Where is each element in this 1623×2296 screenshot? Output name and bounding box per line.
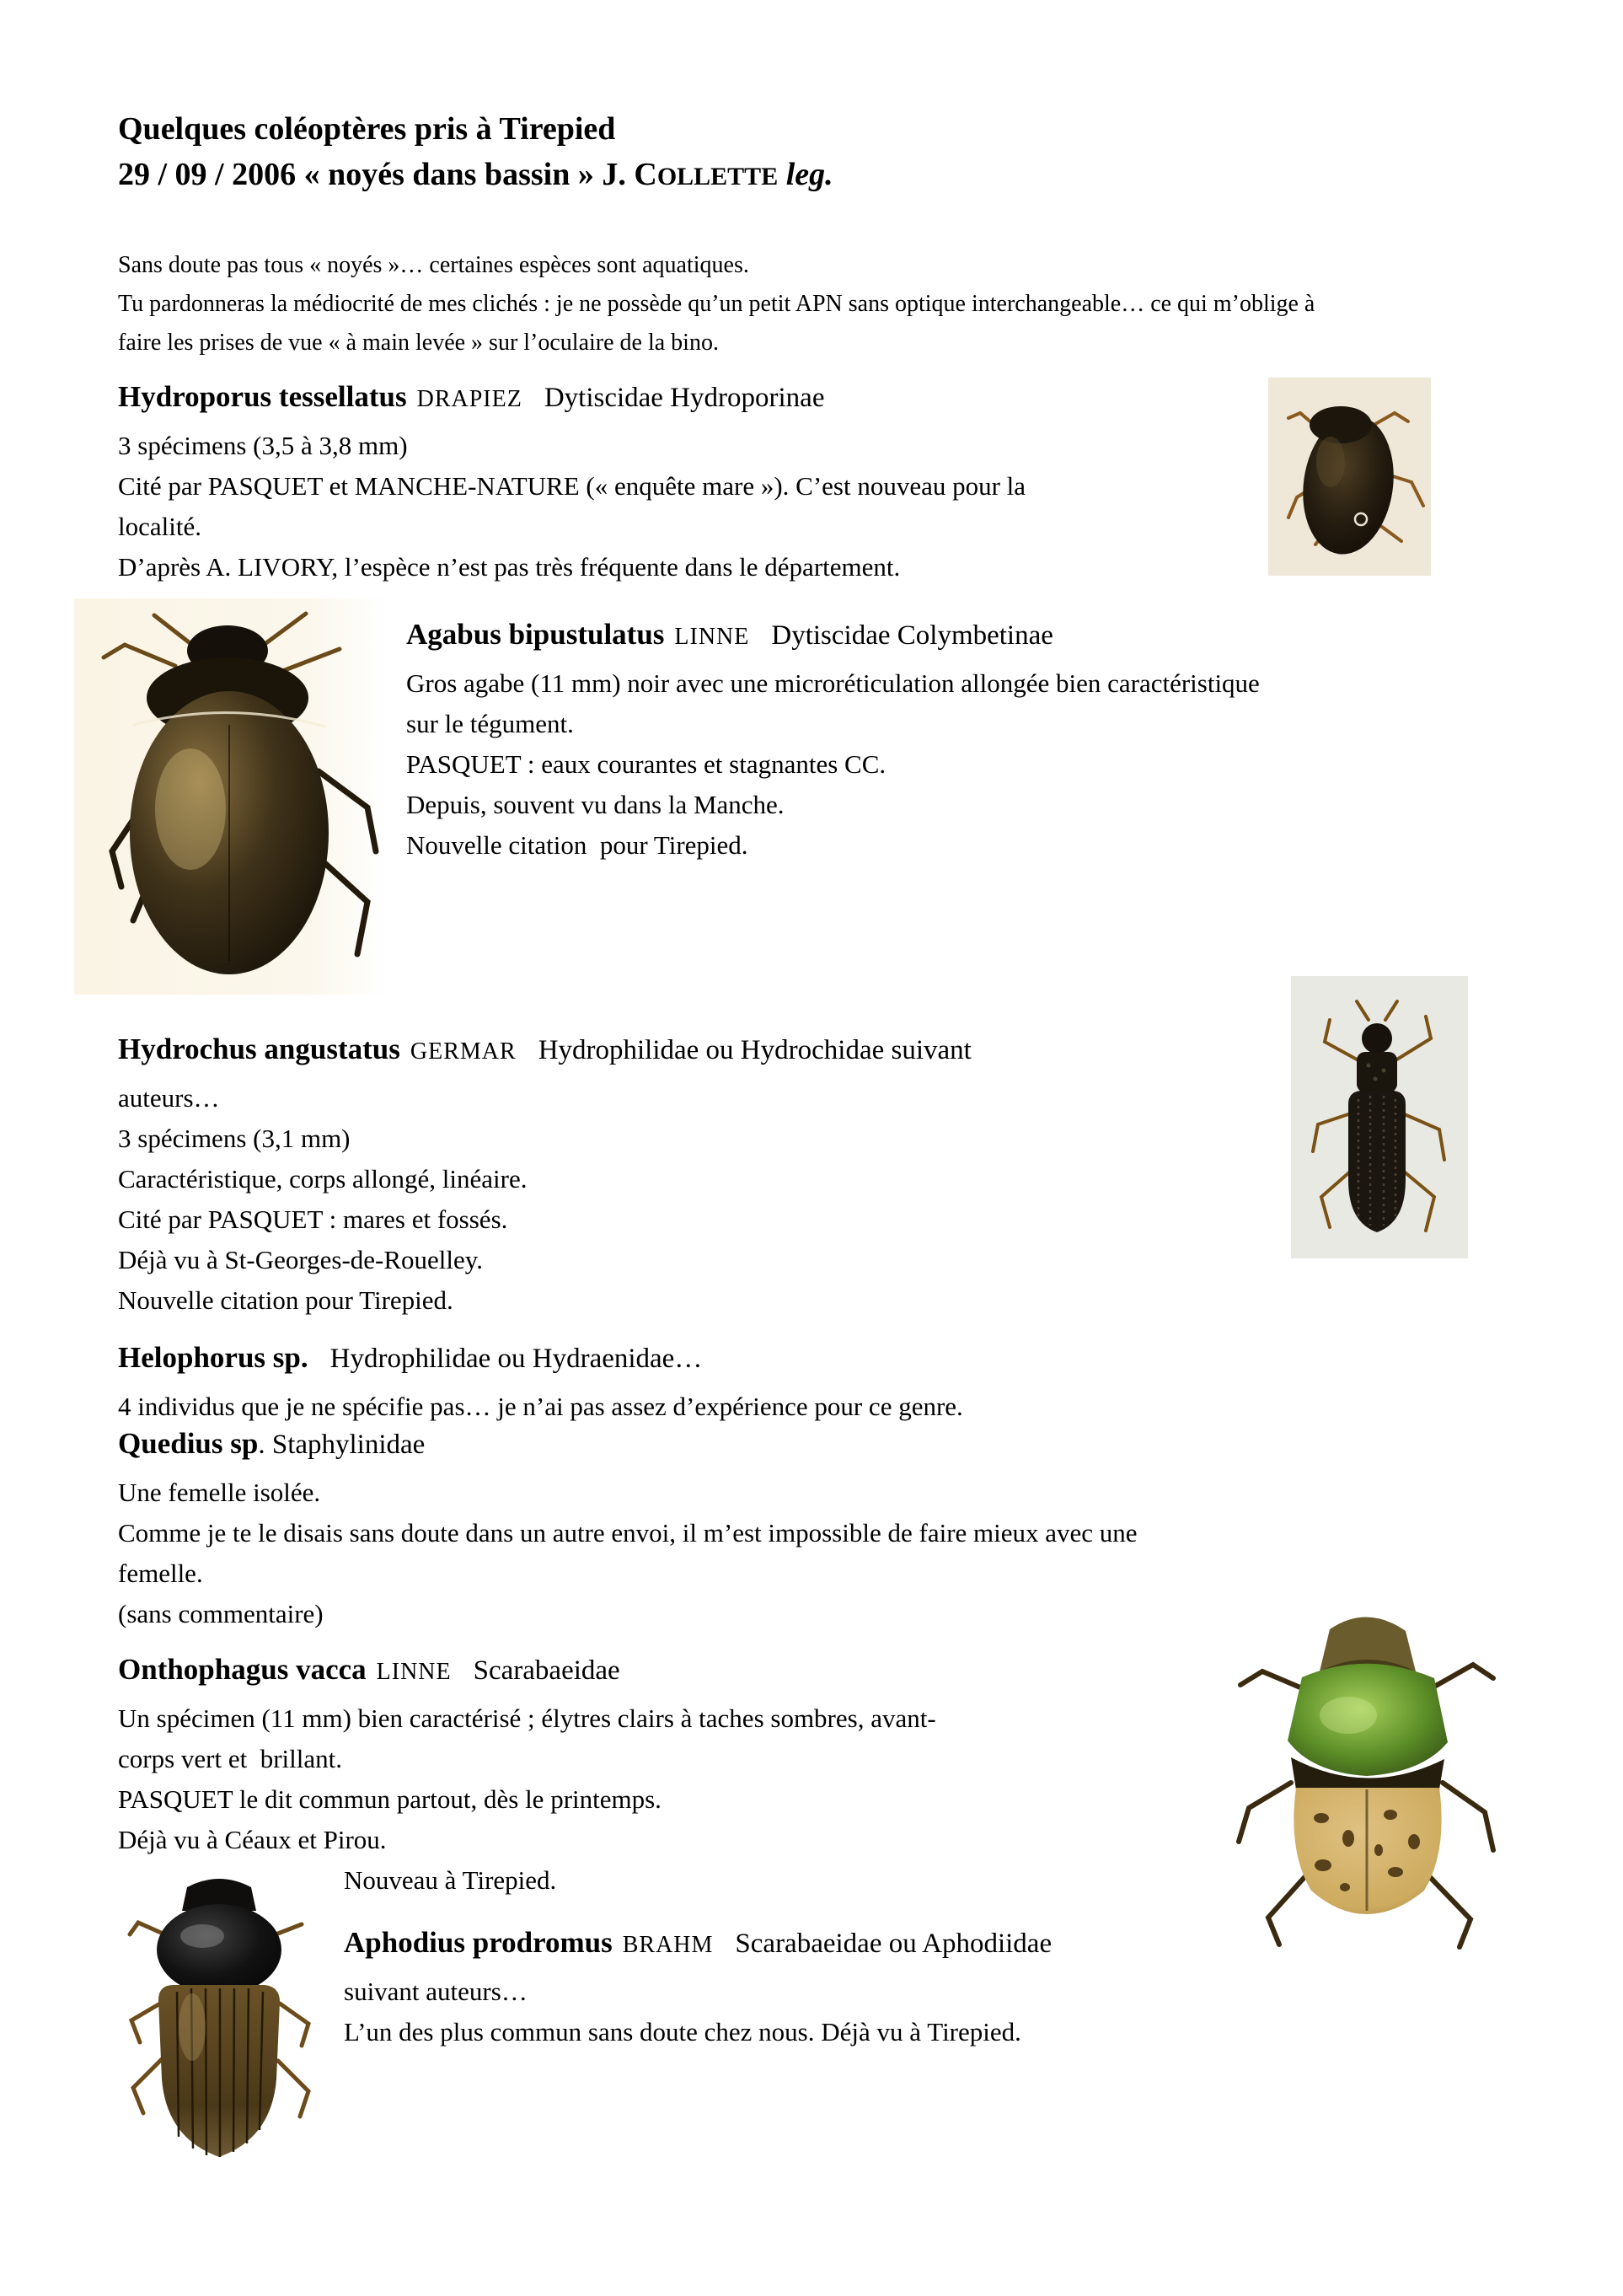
subtitle-text: 29 / 09 / 2006 « noyés dans bassin » J. C: [118, 157, 657, 192]
species-family: Scarabaeidae ou Aphodiidae: [735, 1929, 1053, 1959]
section-quedius: [118, 1421, 1382, 1634]
hydrochus-photo: [1291, 976, 1468, 1258]
species-note-line: Gros agabe (11 mm) noir avec une microréticulation allongée bien caractéristique: [406, 668, 1260, 698]
species-name: Hydroporus tessellatus: [118, 380, 407, 413]
species-author: BRAHM: [622, 1932, 714, 1958]
agabus-photo: [74, 598, 388, 995]
species-family: Scarabaeidae: [473, 1655, 620, 1686]
species-family: Hydrophilidae ou Hydraenidae…: [329, 1344, 703, 1374]
species-note-line: L’un des plus commun sans doute chez nous. Déjà vu à Tirepied.: [344, 2017, 1021, 2047]
species-author: LINNE: [376, 1659, 452, 1685]
species-note-line: corps vert et brillant.: [118, 1744, 342, 1773]
section-agabus: [406, 612, 1586, 866]
species-name: Agabus bipustulatus: [406, 618, 665, 651]
beetle-illustration: [1268, 378, 1431, 576]
intro-paragraph: [118, 246, 1315, 362]
species-note-line: 4 individus que je ne spécifie pas… je n’ai pas assez d’expérience pour ce genre.: [118, 1392, 963, 1421]
species-note-line: Déjà vu à Céaux et Pirou.: [118, 1825, 387, 1854]
section-hydrochus: [118, 1027, 1281, 1321]
species-note-line: Un spécimen (11 mm) bien caractérisé ; élytres clairs à taches sombres, avant-: [118, 1703, 936, 1733]
species-note-line: Nouveau à Tirepied.: [344, 1865, 557, 1895]
species-heading: [118, 1335, 1382, 1387]
species-note-line: femelle.: [118, 1558, 203, 1588]
species-note-line: auteurs…: [118, 1083, 220, 1113]
intro-line: Tu pardonneras la médiocrité de mes clichés : je ne possède qu’un petit APN sans optique interchangeable… ce qui m’oblige à: [118, 291, 1315, 317]
section-hydroporus: [118, 374, 1264, 587]
section-helophorus: [118, 1335, 1382, 1427]
aphodius-photo: [110, 1859, 329, 2225]
species-note-line: 3 spécimens (3,5 à 3,8 mm): [118, 431, 408, 460]
species-note-line: PASQUET : eaux courantes et stagnantes CC.: [406, 749, 886, 779]
page-title: Quelques coléoptères pris à Tirepied: [118, 111, 616, 147]
species-note-line: Caractéristique, corps allongé, linéaire.: [118, 1164, 528, 1194]
species-note-line: Depuis, souvent vu dans la Manche.: [406, 790, 785, 819]
species-author: DRAPIEZ: [416, 386, 522, 412]
species-note-line: Déjà vu à St-Georges-de-Rouelley.: [118, 1245, 484, 1274]
beetle-illustration: [1291, 976, 1468, 1258]
subtitle-leg: leg.: [778, 157, 833, 192]
species-note-line: D’après A. LIVORY, l’espèce n’est pas très fréquente dans le département.: [118, 552, 901, 582]
species-note-line: Cité par PASQUET : mares et fossés.: [118, 1204, 508, 1234]
species-note-line: 3 spécimens (3,1 mm): [118, 1124, 351, 1153]
page-title-block: [118, 106, 833, 200]
beetle-illustration: [74, 598, 388, 995]
species-heading: [118, 1421, 1382, 1473]
section-aphodius: [344, 1920, 1540, 2052]
beetle-illustration: [110, 1859, 329, 2225]
species-note-line: Cité par PASQUET et MANCHE-NATURE (« enquête mare »). C’est nouveau pour la: [118, 471, 1026, 501]
species-note-line: sur le tégument.: [406, 709, 574, 738]
species-family: Dytiscidae Hydroporinae: [544, 383, 825, 413]
species-heading: [118, 1647, 1205, 1698]
species-name: Helophorus sp.: [118, 1341, 308, 1374]
species-name: Aphodius prodromus: [344, 1926, 613, 1959]
species-name: Onthophagus vacca: [118, 1653, 367, 1686]
page-subtitle: [118, 152, 833, 200]
species-note-line: Comme je te le disais sans doute dans un autre envoi, il m’est impossible de faire mieux avec une: [118, 1518, 1138, 1548]
species-author: LINNE: [674, 624, 750, 650]
species-note-line: localité.: [118, 512, 201, 541]
species-note-line: PASQUET le dit commun partout, dès le printemps.: [118, 1784, 662, 1814]
species-heading: [118, 374, 1264, 426]
intro-line: Sans doute pas tous « noyés »… certaines espèces sont aquatiques.: [118, 252, 749, 278]
species-note-line: Nouvelle citation pour Tirepied.: [406, 830, 748, 860]
species-heading: [344, 1920, 1540, 1971]
species-heading: [118, 1027, 1281, 1078]
hydroporus-photo: [1268, 378, 1431, 576]
species-author: GERMAR: [410, 1038, 517, 1065]
collector-name-rest: OLLETTE: [656, 163, 779, 190]
species-note-line: Une femelle isolée.: [118, 1478, 321, 1507]
species-family: Dytiscidae Colymbetinae: [771, 620, 1053, 651]
species-note-line: Nouvelle citation pour Tirepied.: [118, 1285, 453, 1315]
species-name: Quedius sp: [118, 1427, 259, 1460]
species-heading: [406, 612, 1586, 663]
intro-line: faire les prises de vue « à main levée » sur l’oculaire de la bino.: [118, 330, 719, 356]
species-name: Hydrochus angustatus: [118, 1033, 400, 1065]
species-family: Hydrophilidae ou Hydrochidae suivant: [538, 1035, 972, 1065]
species-note-line: (sans commentaire): [118, 1599, 324, 1628]
species-note-line: suivant auteurs…: [344, 1977, 528, 2006]
species-family: . Staphylinidae: [258, 1430, 426, 1460]
